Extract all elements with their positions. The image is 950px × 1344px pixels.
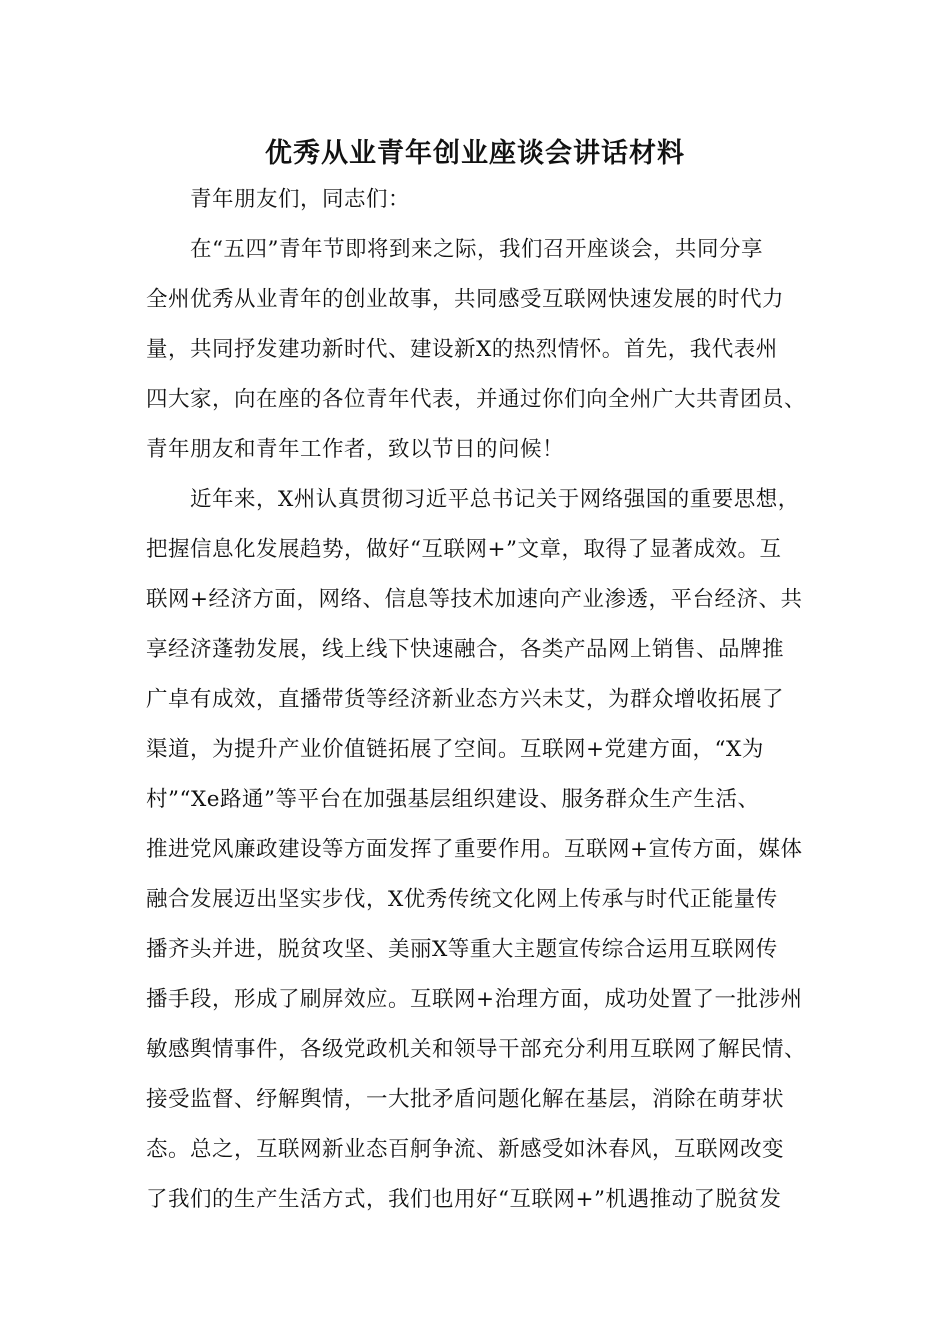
paragraph-line: 量，共同抒发建功新时代、建设新X的热烈情怀。首先，我代表州 <box>146 337 778 362</box>
paragraph-line: 青年朋友和青年工作者，致以节日的问候！ <box>146 437 565 462</box>
paragraph-line: 享经济蓬勃发展，线上线下快速融合，各类产品网上销售、品牌推 <box>146 637 785 662</box>
paragraph-line: 把握信息化发展趋势，做好“互联网+”文章，取得了显著成效。互 <box>146 537 782 562</box>
paragraph-line: 态。总之，互联网新业态百舸争流、新感受如沐春风，互联网改变 <box>146 1137 785 1162</box>
paragraph-line: 广卓有成效，直播带货等经济新业态方兴未艾，为群众增收拓展了 <box>146 687 785 712</box>
paragraph-line: 四大家，向在座的各位青年代表，并通过你们向全州广大共青团员、 <box>146 387 807 412</box>
paragraph-line: 推进党风廉政建设等方面发挥了重要作用。互联网+宣传方面，媒体 <box>146 837 803 862</box>
salutation-line: 青年朋友们，同志们： <box>190 187 411 212</box>
paragraph-line: 接受监督、纾解舆情，一大批矛盾问题化解在基层，消除在萌芽状 <box>146 1087 785 1112</box>
paragraph-line: 了我们的生产生活方式，我们也用好“互联网+”机遇推动了脱贫发 <box>146 1187 782 1212</box>
paragraph-line: 融合发展迈出坚实步伐，X优秀传统文化网上传承与时代正能量传 <box>146 887 778 912</box>
paragraph-line: 联网+经济方面，网络、信息等技术加速向产业渗透，平台经济、共 <box>146 587 803 612</box>
paragraph-line: 渠道，为提升产业价值链拓展了空间。互联网+党建方面，“X为 <box>146 737 764 762</box>
paragraph-line: 敏感舆情事件，各级党政机关和领导干部充分利用互联网了解民情、 <box>146 1037 807 1062</box>
document-title: 优秀从业青年创业座谈会讲话材料 <box>265 138 685 169</box>
paragraph-line: 全州优秀从业青年的创业故事，共同感受互联网快速发展的时代力 <box>146 287 785 312</box>
paragraph-line: 播手段，形成了刷屏效应。互联网+治理方面，成功处置了一批涉州 <box>146 987 803 1012</box>
paragraph-line: 在“五四”青年节即将到来之际，我们召开座谈会，共同分享 <box>190 237 763 262</box>
paragraph-line: 近年来，X州认真贯彻习近平总书记关于网络强国的重要思想， <box>190 487 800 512</box>
paragraph-line: 村”“Xe路通”等平台在加强基层组织建设、服务群众生产生活、 <box>146 787 760 812</box>
paragraph-line: 播齐头并进，脱贫攻坚、美丽X等重大主题宣传综合运用互联网传 <box>146 937 778 962</box>
